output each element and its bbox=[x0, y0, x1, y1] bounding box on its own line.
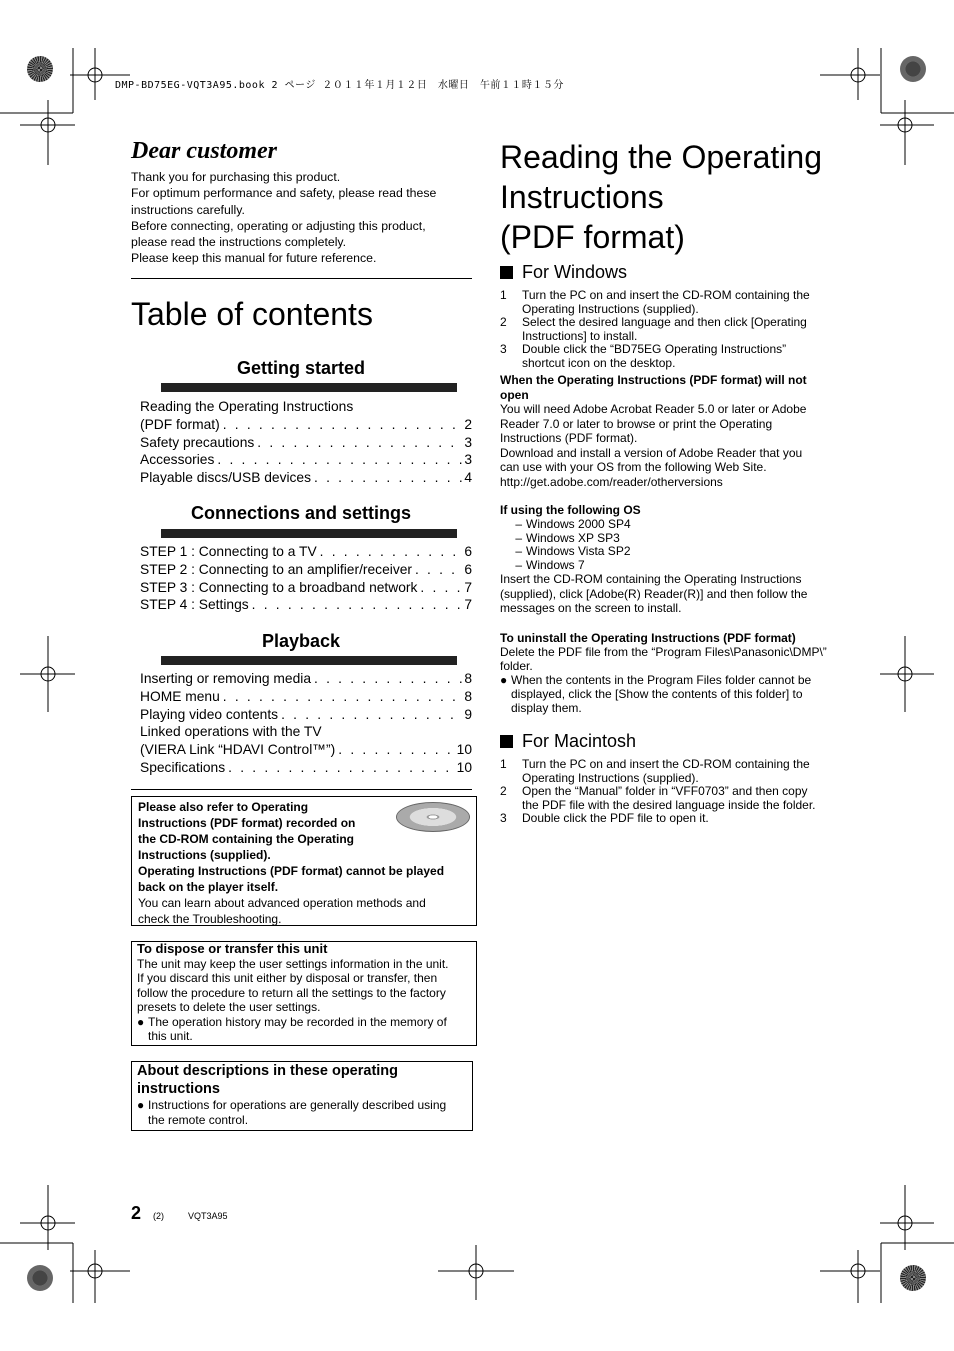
divider bbox=[131, 278, 472, 279]
toc-entry[interactable]: STEP 4 : Settings . . . 7 bbox=[140, 597, 472, 615]
toc-list-playback bbox=[140, 671, 472, 778]
print-header-line: DMP-BD75EG-VQT3A95.book 2 ページ ２０１１年１月１２日 水曜日 午前１１時１５分 bbox=[115, 80, 564, 91]
notice-bold-line: Instructions (PDF format) recorded on bbox=[138, 816, 356, 830]
os-item: – Windows Vista SP2 bbox=[515, 544, 631, 559]
square-bullet-icon bbox=[500, 266, 513, 279]
toc-entry[interactable]: Linked operations with the TV bbox=[140, 724, 322, 740]
windows-heading: For Windows bbox=[500, 262, 627, 283]
notice-bold-line: back on the player itself. bbox=[138, 880, 279, 894]
dispose-box bbox=[131, 941, 477, 1046]
toc-entry[interactable]: Accessories . . . 3 bbox=[140, 452, 472, 470]
toc-entry[interactable]: Playing video contents . . . 9 bbox=[140, 707, 472, 725]
toc-entry[interactable]: Inserting or removing media . . . 8 bbox=[140, 671, 472, 689]
step-item: 3 Double click the “BD75EG Operating Instructions” shortcut icon on the desktop. bbox=[500, 342, 787, 370]
step-item: 2 Open the “Manual” folder in “VFF0703” and then copy the PDF file with the desired language inside the folder. bbox=[500, 784, 816, 812]
toc-title: Table of contents bbox=[131, 296, 373, 332]
section-bar bbox=[161, 529, 457, 538]
document-code: VQT3A95 bbox=[188, 1211, 228, 1221]
bullet-item: ● When the contents in the Program Files folder cannot be displayed, click the [Show the contents of this folder] to display them. bbox=[500, 673, 812, 715]
toc-entry[interactable]: HOME menu . . . 8 bbox=[140, 689, 472, 707]
toc-entry[interactable]: (VIERA Link “HDAVI Control™”) . . . 10 bbox=[140, 742, 472, 760]
notice-bold-line: Please also refer to Operating bbox=[138, 800, 309, 814]
step-item: 3 Double click the PDF file to open it. bbox=[500, 811, 709, 826]
notice-line: check the Troubleshooting. bbox=[138, 912, 282, 926]
notice-bold-line: Operating Instructions (PDF format) cannot be played bbox=[138, 864, 445, 878]
os-section: If using the following OS – Windows 2000 SP4 – Windows XP SP3 – Windows Vista SP2 – Windows 7 Insert the CD-ROM containing the Operating Instructions (supplied), click [Adobe(R) Reader(R)] and then follow the messages on the screen to install. bbox=[500, 503, 840, 616]
about-heading: instructions bbox=[137, 1081, 220, 1097]
os-item: – Windows 7 bbox=[515, 557, 585, 572]
reading-title: Reading the Operating Instructions (PDF format) bbox=[500, 139, 822, 255]
step-item: 2 Select the desired language and then click [Operating Instructions] to install. bbox=[500, 315, 807, 343]
toc-entry[interactable]: (PDF format) . . . 2 bbox=[140, 417, 472, 435]
dear-line: Please keep this manual for future reference. bbox=[131, 251, 377, 266]
page-number: 2 bbox=[131, 1203, 142, 1223]
step-item: 1 Turn the PC on and insert the CD-ROM containing the Operating Instructions (supplied). bbox=[500, 288, 810, 316]
windows-steps bbox=[500, 289, 840, 371]
toc-entry[interactable]: STEP 3 : Connecting to a broadband network . . . 7 bbox=[140, 580, 472, 598]
dear-customer-text bbox=[131, 169, 471, 267]
os-item: – Windows 2000 SP4 bbox=[515, 517, 631, 531]
dispose-heading: To dispose or transfer this unit bbox=[137, 941, 328, 956]
section-bar bbox=[161, 383, 457, 392]
bullet-icon: ● bbox=[500, 673, 508, 687]
toc-entry[interactable]: Reading the Operating Instructions bbox=[140, 399, 354, 414]
toc-entry[interactable]: STEP 1 : Connecting to a TV . . . 6 bbox=[140, 544, 472, 562]
dispose-line: presets to delete the user settings. bbox=[137, 1000, 321, 1014]
notice-line: You can learn about advanced operation methods and bbox=[138, 896, 426, 910]
bullet-icon: ● bbox=[137, 1014, 145, 1029]
toc-section-heading: Getting started bbox=[236, 358, 365, 378]
notice-bold-line: the CD-ROM containing the Operating bbox=[138, 832, 354, 846]
toc-entry[interactable]: Playable discs/USB devices . . . 4 bbox=[140, 470, 472, 488]
will-not-open-section: When the Operating Instructions (PDF format) will not open You will need Adobe Acrobat Reader 5.0 or later or Adobe Reader 7.0 or later to browse or print the Operating Instructions (PDF format). Download and install a version of Adobe Reader that you can use with your OS from the following Web Site. http://get.adobe.com/reader/otherversions bbox=[500, 373, 840, 489]
notice-bold-line: Instructions (supplied). bbox=[138, 848, 271, 862]
pdf-notice-box bbox=[131, 796, 477, 926]
dear-line: Thank you for purchasing this product. bbox=[131, 170, 341, 184]
page-footer bbox=[131, 1203, 228, 1224]
bullet-item: ● The operation history may be recorded in the memory of this unit. bbox=[137, 1014, 447, 1043]
macintosh-heading: For Macintosh bbox=[500, 731, 636, 752]
toc-entry[interactable]: STEP 2 : Connecting to an amplifier/receiver . . . 6 bbox=[140, 562, 472, 580]
dispose-line: If you discard this unit either by disposal or transfer, then bbox=[137, 971, 438, 985]
dear-line: For optimum performance and safety, please read these bbox=[131, 186, 437, 201]
uninstall-section: To uninstall the Operating Instructions (PDF format) Delete the PDF file from the “Program Files\Panasonic\DMP\” folder. ● When the contents in the Program Files folder cannot be displayed, click the [Show the contents of this folder] to display them. bbox=[500, 631, 840, 715]
about-heading: About descriptions in these operating bbox=[137, 1063, 399, 1079]
divider bbox=[131, 789, 472, 790]
toc-entry[interactable]: Specifications . . . 10 bbox=[140, 760, 472, 778]
dear-customer-title: Dear customer bbox=[131, 138, 277, 164]
page-sub-number: (2) bbox=[153, 1211, 165, 1221]
toc-section-heading: Playback bbox=[261, 631, 341, 651]
step-item: 1 Turn the PC on and insert the CD-ROM containing the Operating Instructions (supplied). bbox=[500, 757, 810, 785]
cd-rom-icon bbox=[396, 802, 470, 832]
dispose-line: The unit may keep the user settings information in the unit. bbox=[137, 956, 449, 971]
section-bar bbox=[161, 656, 457, 665]
about-box bbox=[131, 1061, 473, 1131]
toc-list-getting-started bbox=[140, 399, 472, 488]
dispose-line: follow the procedure to return all the settings to the factory bbox=[137, 985, 446, 1000]
dear-line: Before connecting, operating or adjusting this product, bbox=[131, 218, 426, 233]
toc-entry[interactable]: Safety precautions . . . 3 bbox=[140, 435, 472, 453]
toc-section-heading: Connections and settings bbox=[190, 503, 412, 523]
toc-list-connections bbox=[140, 544, 472, 615]
bullet-icon: ● bbox=[137, 1098, 145, 1112]
mac-steps bbox=[500, 758, 840, 826]
dear-line: instructions carefully. bbox=[131, 202, 245, 217]
bullet-item: ● Instructions for operations are generally described using the remote control. bbox=[137, 1098, 447, 1127]
square-bullet-icon bbox=[500, 735, 513, 748]
os-item: – Windows XP SP3 bbox=[515, 530, 620, 545]
dear-line: please read the instructions completely. bbox=[131, 235, 347, 250]
adobe-url-link[interactable]: http://get.adobe.com/reader/otherversions bbox=[500, 474, 723, 489]
